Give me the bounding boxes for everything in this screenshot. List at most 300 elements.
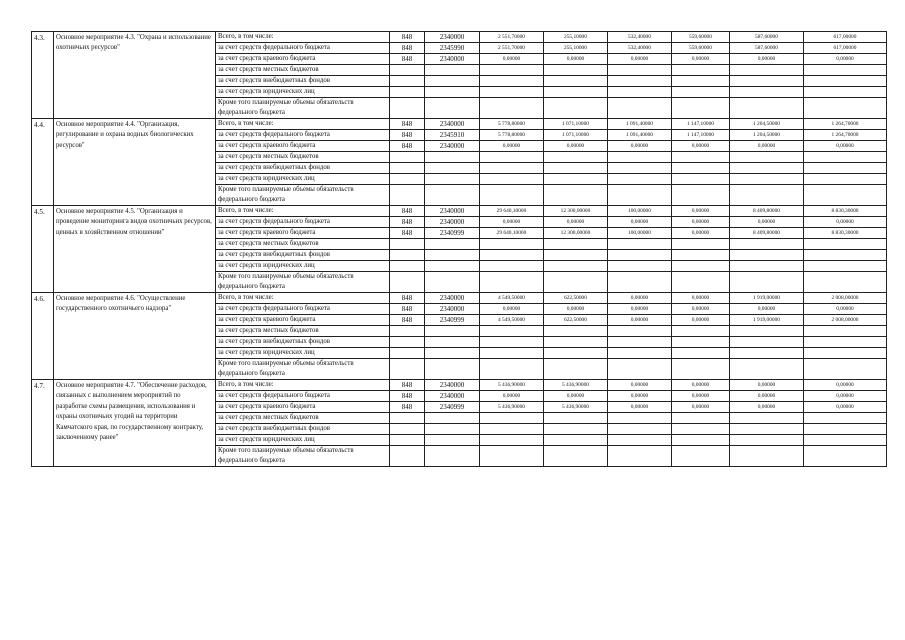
amount-cell: 0,00000 xyxy=(672,293,730,304)
amount-cell: 8 830,30000 xyxy=(804,228,887,239)
funding-source: за счет средств внебюджетных фондов xyxy=(216,424,390,435)
budget-code: 2340000 xyxy=(425,380,480,391)
amount-cell xyxy=(672,326,730,337)
budget-code xyxy=(425,65,480,76)
amount-cell xyxy=(672,87,730,98)
amount-cell xyxy=(480,435,544,446)
amount-cell: 559,60000 xyxy=(672,43,730,54)
amount-cell: 12 300,00000 xyxy=(544,228,608,239)
funding-source: за счет средств федерального бюджета xyxy=(216,391,390,402)
measure-title: Основное мероприятие 4.7. "Обеспечение расходов, связанных с выполнением мероприятий по разработке схемы размещения, использования и охраны охотничьих угодий на территории Камчатского края, по государственному контракту, заключенному ранее" xyxy=(54,380,216,467)
amount-cell: 0,00000 xyxy=(672,391,730,402)
funding-source: Кроме того планируемые объемы обязательств федерального бюджета xyxy=(216,446,390,467)
budget-code: 2340000 xyxy=(425,304,480,315)
amount-cell xyxy=(804,185,887,206)
amount-cell: 1 147,10000 xyxy=(672,119,730,130)
amount-cell xyxy=(544,65,608,76)
amount-cell xyxy=(804,174,887,185)
amount-cell xyxy=(544,359,608,380)
amount-cell xyxy=(804,98,887,119)
amount-cell xyxy=(672,359,730,380)
ministry-code xyxy=(390,76,425,87)
amount-cell: 0,00000 xyxy=(804,141,887,152)
amount-cell xyxy=(730,435,804,446)
amount-cell xyxy=(804,446,887,467)
amount-cell: 0,00000 xyxy=(730,141,804,152)
amount-cell: 0,00000 xyxy=(804,304,887,315)
amount-cell: 0,00000 xyxy=(672,380,730,391)
amount-cell xyxy=(804,163,887,174)
funding-source: за счет средств местных бюджетов xyxy=(216,413,390,424)
amount-cell: 0,00000 xyxy=(480,141,544,152)
funding-source: Всего, в том числе: xyxy=(216,293,390,304)
funding-source: Всего, в том числе: xyxy=(216,32,390,43)
amount-cell xyxy=(804,272,887,293)
amount-cell: 0,00000 xyxy=(672,315,730,326)
funding-source: за счет средств внебюджетных фондов xyxy=(216,163,390,174)
amount-cell xyxy=(672,163,730,174)
amount-cell: 5 778,80000 xyxy=(480,119,544,130)
amount-cell xyxy=(730,272,804,293)
ministry-code xyxy=(390,185,425,206)
amount-cell xyxy=(544,348,608,359)
budget-code: 2340000 xyxy=(425,391,480,402)
amount-cell: 1 264,70000 xyxy=(804,130,887,141)
funding-source: за счет средств федерального бюджета xyxy=(216,217,390,228)
amount-cell xyxy=(804,413,887,424)
funding-source: за счет средств местных бюджетов xyxy=(216,239,390,250)
ministry-code: 848 xyxy=(390,391,425,402)
amount-cell xyxy=(544,163,608,174)
amount-cell xyxy=(608,174,672,185)
budget-code xyxy=(425,98,480,119)
budget-code xyxy=(425,261,480,272)
amount-cell: 622,50000 xyxy=(544,315,608,326)
amount-cell: 0,00000 xyxy=(608,391,672,402)
funding-source: Всего, в том числе: xyxy=(216,206,390,217)
budget-code: 2340000 xyxy=(425,32,480,43)
ministry-code: 848 xyxy=(390,402,425,413)
amount-cell: 1 071,10000 xyxy=(544,130,608,141)
funding-source: за счет средств юридических лиц xyxy=(216,435,390,446)
amount-cell xyxy=(730,76,804,87)
amount-cell: 1 204,50000 xyxy=(730,130,804,141)
budget-code: 2345990 xyxy=(425,43,480,54)
amount-cell: 100,00000 xyxy=(608,206,672,217)
amount-cell: 1 091,40000 xyxy=(608,130,672,141)
amount-cell xyxy=(672,337,730,348)
amount-cell xyxy=(672,250,730,261)
amount-cell xyxy=(608,76,672,87)
amount-cell: 0,00000 xyxy=(672,141,730,152)
amount-cell xyxy=(544,174,608,185)
amount-cell: 0,00000 xyxy=(608,54,672,65)
budget-code: 2345910 xyxy=(425,130,480,141)
amount-cell: 8 409,80000 xyxy=(730,206,804,217)
table-row xyxy=(32,206,887,217)
budget-code: 2340000 xyxy=(425,206,480,217)
amount-cell xyxy=(672,152,730,163)
amount-cell xyxy=(480,239,544,250)
amount-cell xyxy=(544,152,608,163)
amount-cell xyxy=(544,337,608,348)
table-row xyxy=(32,380,887,391)
funding-source: за счет средств юридических лиц xyxy=(216,87,390,98)
amount-cell: 5 436,90000 xyxy=(480,380,544,391)
amount-cell: 0,00000 xyxy=(608,141,672,152)
measure-title: Основное мероприятие 4.4. "Организация, регулирование и охрана водных биологических ресурсов" xyxy=(54,119,216,206)
amount-cell xyxy=(672,261,730,272)
amount-cell: 0,00000 xyxy=(608,315,672,326)
amount-cell: 5 778,80000 xyxy=(480,130,544,141)
funding-source: за счет средств краевого бюджета xyxy=(216,402,390,413)
amount-cell: 617,00000 xyxy=(804,32,887,43)
amount-cell: 1 091,40000 xyxy=(608,119,672,130)
table-body xyxy=(32,32,887,467)
funding-source: Кроме того планируемые объемы обязательств федерального бюджета xyxy=(216,359,390,380)
budget-code: 2340999 xyxy=(425,228,480,239)
amount-cell xyxy=(608,413,672,424)
budget-code xyxy=(425,413,480,424)
amount-cell xyxy=(608,65,672,76)
amount-cell xyxy=(608,98,672,119)
amount-cell xyxy=(480,98,544,119)
amount-cell xyxy=(608,250,672,261)
amount-cell: 8 830,30000 xyxy=(804,206,887,217)
amount-cell xyxy=(730,261,804,272)
amount-cell xyxy=(730,337,804,348)
table-row xyxy=(32,293,887,304)
amount-cell: 1 264,70000 xyxy=(804,119,887,130)
amount-cell xyxy=(480,424,544,435)
amount-cell: 587,60000 xyxy=(730,32,804,43)
amount-cell: 0,00000 xyxy=(544,391,608,402)
ministry-code xyxy=(390,163,425,174)
ministry-code: 848 xyxy=(390,130,425,141)
amount-cell xyxy=(730,174,804,185)
amount-cell: 0,00000 xyxy=(672,206,730,217)
amount-cell xyxy=(672,413,730,424)
ministry-code xyxy=(390,250,425,261)
ministry-code: 848 xyxy=(390,54,425,65)
ministry-code xyxy=(390,326,425,337)
amount-cell: 0,00000 xyxy=(730,391,804,402)
amount-cell xyxy=(730,359,804,380)
funding-source: за счет средств местных бюджетов xyxy=(216,65,390,76)
amount-cell xyxy=(672,272,730,293)
amount-cell: 5 436,90000 xyxy=(544,380,608,391)
amount-cell: 2 008,00000 xyxy=(804,293,887,304)
ministry-code: 848 xyxy=(390,43,425,54)
amount-cell xyxy=(730,413,804,424)
amount-cell xyxy=(804,76,887,87)
amount-cell xyxy=(608,435,672,446)
funding-source: за счет средств федерального бюджета xyxy=(216,130,390,141)
amount-cell xyxy=(608,87,672,98)
amount-cell xyxy=(544,413,608,424)
budget-code: 2340999 xyxy=(425,402,480,413)
amount-cell xyxy=(480,359,544,380)
amount-cell: 0,00000 xyxy=(608,304,672,315)
amount-cell xyxy=(608,326,672,337)
ministry-code xyxy=(390,87,425,98)
funding-source: Кроме того планируемые объемы обязательств федерального бюджета xyxy=(216,272,390,293)
amount-cell xyxy=(544,239,608,250)
funding-source: за счет средств местных бюджетов xyxy=(216,326,390,337)
amount-cell: 100,00000 xyxy=(608,228,672,239)
amount-cell: 5 436,90000 xyxy=(544,402,608,413)
amount-cell xyxy=(804,87,887,98)
amount-cell: 0,00000 xyxy=(480,54,544,65)
measure-number: 4.7. xyxy=(32,380,54,467)
funding-source: Кроме того планируемые объемы обязательств федерального бюджета xyxy=(216,98,390,119)
amount-cell xyxy=(608,446,672,467)
amount-cell xyxy=(480,152,544,163)
amount-cell xyxy=(480,87,544,98)
ministry-code: 848 xyxy=(390,119,425,130)
amount-cell xyxy=(608,152,672,163)
amount-cell: 0,00000 xyxy=(608,402,672,413)
amount-cell xyxy=(804,152,887,163)
amount-cell: 0,00000 xyxy=(730,217,804,228)
amount-cell xyxy=(544,424,608,435)
amount-cell xyxy=(480,413,544,424)
amount-cell: 8 409,80000 xyxy=(730,228,804,239)
amount-cell xyxy=(480,348,544,359)
funding-source: за счет средств внебюджетных фондов xyxy=(216,76,390,87)
amount-cell xyxy=(672,65,730,76)
amount-cell xyxy=(730,446,804,467)
funding-source: за счет средств краевого бюджета xyxy=(216,315,390,326)
amount-cell: 1 204,50000 xyxy=(730,119,804,130)
funding-source: за счет средств местных бюджетов xyxy=(216,152,390,163)
ministry-code xyxy=(390,65,425,76)
budget-code xyxy=(425,185,480,206)
funding-source: за счет средств краевого бюджета xyxy=(216,54,390,65)
amount-cell xyxy=(544,446,608,467)
funding-source: за счет средств юридических лиц xyxy=(216,261,390,272)
amount-cell xyxy=(730,348,804,359)
budget-code xyxy=(425,435,480,446)
amount-cell: 29 640,10000 xyxy=(480,228,544,239)
amount-cell xyxy=(480,326,544,337)
amount-cell xyxy=(672,348,730,359)
ministry-code xyxy=(390,261,425,272)
budget-code xyxy=(425,326,480,337)
ministry-code: 848 xyxy=(390,304,425,315)
amount-cell xyxy=(672,76,730,87)
amount-cell: 255,10000 xyxy=(544,43,608,54)
measure-title: Основное мероприятие 4.3. "Охрана и использование охотничьих ресурсов" xyxy=(54,32,216,119)
ministry-code xyxy=(390,348,425,359)
budget-code xyxy=(425,174,480,185)
amount-cell xyxy=(804,65,887,76)
amount-cell: 0,00000 xyxy=(672,54,730,65)
amount-cell xyxy=(608,337,672,348)
funding-source: Всего, в том числе: xyxy=(216,380,390,391)
amount-cell: 0,00000 xyxy=(544,217,608,228)
amount-cell xyxy=(730,239,804,250)
ministry-code xyxy=(390,446,425,467)
amount-cell: 1 147,10000 xyxy=(672,130,730,141)
budget-code: 2340000 xyxy=(425,119,480,130)
amount-cell: 0,00000 xyxy=(804,402,887,413)
budget-code: 2340000 xyxy=(425,293,480,304)
amount-cell: 0,00000 xyxy=(608,293,672,304)
ministry-code: 848 xyxy=(390,315,425,326)
amount-cell xyxy=(480,446,544,467)
amount-cell xyxy=(608,163,672,174)
amount-cell: 0,00000 xyxy=(730,54,804,65)
amount-cell: 0,00000 xyxy=(672,228,730,239)
budget-code xyxy=(425,424,480,435)
measure-number: 4.3. xyxy=(32,32,54,119)
budget-table xyxy=(31,31,887,467)
ministry-code xyxy=(390,152,425,163)
amount-cell xyxy=(544,326,608,337)
amount-cell: 0,00000 xyxy=(480,304,544,315)
amount-cell xyxy=(608,348,672,359)
amount-cell xyxy=(730,87,804,98)
budget-code xyxy=(425,250,480,261)
amount-cell xyxy=(672,185,730,206)
ministry-code: 848 xyxy=(390,293,425,304)
amount-cell xyxy=(544,250,608,261)
funding-source: за счет средств юридических лиц xyxy=(216,348,390,359)
amount-cell: 0,00000 xyxy=(672,304,730,315)
ministry-code xyxy=(390,359,425,380)
amount-cell xyxy=(608,424,672,435)
amount-cell xyxy=(804,337,887,348)
amount-cell: 2 551,70000 xyxy=(480,43,544,54)
funding-source: Кроме того планируемые объемы обязательств федерального бюджета xyxy=(216,185,390,206)
budget-code xyxy=(425,337,480,348)
amount-cell xyxy=(480,185,544,206)
budget-code xyxy=(425,76,480,87)
amount-cell: 0,00000 xyxy=(608,217,672,228)
budget-code xyxy=(425,239,480,250)
measure-title: Основное мероприятие 4.6. "Осуществление государственного охотничьего надзора" xyxy=(54,293,216,380)
amount-cell xyxy=(480,76,544,87)
amount-cell xyxy=(672,446,730,467)
amount-cell: 0,00000 xyxy=(804,54,887,65)
amount-cell: 1 919,00000 xyxy=(730,293,804,304)
amount-cell xyxy=(672,424,730,435)
amount-cell: 532,40000 xyxy=(608,43,672,54)
amount-cell: 532,40000 xyxy=(608,32,672,43)
budget-code xyxy=(425,163,480,174)
ministry-code xyxy=(390,337,425,348)
amount-cell xyxy=(480,250,544,261)
funding-source: за счет средств внебюджетных фондов xyxy=(216,250,390,261)
amount-cell xyxy=(730,163,804,174)
amount-cell: 0,00000 xyxy=(608,380,672,391)
amount-cell xyxy=(608,185,672,206)
amount-cell xyxy=(804,261,887,272)
budget-code: 2340999 xyxy=(425,315,480,326)
amount-cell xyxy=(480,163,544,174)
measure-title: Основное мероприятие 4.5. "Организация и проведение мониторинга видов охотничьих ресурсов, ценных в хозяйственном отношении" xyxy=(54,206,216,293)
amount-cell: 559,60000 xyxy=(672,32,730,43)
ministry-code: 848 xyxy=(390,206,425,217)
amount-cell: 1 919,00000 xyxy=(730,315,804,326)
amount-cell: 1 071,10000 xyxy=(544,119,608,130)
budget-code xyxy=(425,152,480,163)
ministry-code xyxy=(390,174,425,185)
budget-code xyxy=(425,359,480,380)
budget-code xyxy=(425,272,480,293)
amount-cell: 2 008,00000 xyxy=(804,315,887,326)
ministry-code: 848 xyxy=(390,217,425,228)
amount-cell xyxy=(672,98,730,119)
amount-cell: 0,00000 xyxy=(480,391,544,402)
amount-cell xyxy=(544,272,608,293)
amount-cell: 29 640,10000 xyxy=(480,206,544,217)
amount-cell: 0,00000 xyxy=(804,217,887,228)
ministry-code xyxy=(390,413,425,424)
amount-cell xyxy=(672,239,730,250)
amount-cell xyxy=(672,174,730,185)
amount-cell xyxy=(730,152,804,163)
amount-cell: 0,00000 xyxy=(804,391,887,402)
ministry-code xyxy=(390,424,425,435)
amount-cell: 12 300,00000 xyxy=(544,206,608,217)
amount-cell xyxy=(730,185,804,206)
amount-cell: 617,00000 xyxy=(804,43,887,54)
funding-source: за счет средств внебюджетных фондов xyxy=(216,337,390,348)
funding-source: за счет средств краевого бюджета xyxy=(216,141,390,152)
amount-cell xyxy=(608,272,672,293)
amount-cell xyxy=(730,424,804,435)
amount-cell: 587,60000 xyxy=(730,43,804,54)
amount-cell xyxy=(608,359,672,380)
amount-cell xyxy=(608,261,672,272)
amount-cell xyxy=(730,326,804,337)
amount-cell: 2 551,70000 xyxy=(480,32,544,43)
funding-source: за счет средств юридических лиц xyxy=(216,174,390,185)
amount-cell xyxy=(804,250,887,261)
amount-cell xyxy=(804,435,887,446)
amount-cell: 0,00000 xyxy=(672,402,730,413)
amount-cell xyxy=(804,424,887,435)
budget-code: 2340000 xyxy=(425,217,480,228)
amount-cell: 4 549,50000 xyxy=(480,293,544,304)
amount-cell: 0,00000 xyxy=(544,304,608,315)
ministry-code: 848 xyxy=(390,32,425,43)
amount-cell: 0,00000 xyxy=(672,217,730,228)
amount-cell: 0,00000 xyxy=(730,402,804,413)
table-row xyxy=(32,32,887,43)
amount-cell xyxy=(480,261,544,272)
amount-cell xyxy=(544,98,608,119)
table-row xyxy=(32,119,887,130)
amount-cell: 0,00000 xyxy=(730,304,804,315)
amount-cell xyxy=(730,98,804,119)
amount-cell xyxy=(730,250,804,261)
amount-cell xyxy=(480,174,544,185)
amount-cell xyxy=(544,261,608,272)
amount-cell xyxy=(804,359,887,380)
budget-code: 2340000 xyxy=(425,141,480,152)
amount-cell: 5 436,90000 xyxy=(480,402,544,413)
ministry-code xyxy=(390,435,425,446)
amount-cell xyxy=(608,239,672,250)
funding-source: за счет средств федерального бюджета xyxy=(216,43,390,54)
amount-cell xyxy=(730,65,804,76)
amount-cell xyxy=(804,348,887,359)
amount-cell xyxy=(544,185,608,206)
funding-source: за счет средств краевого бюджета xyxy=(216,228,390,239)
